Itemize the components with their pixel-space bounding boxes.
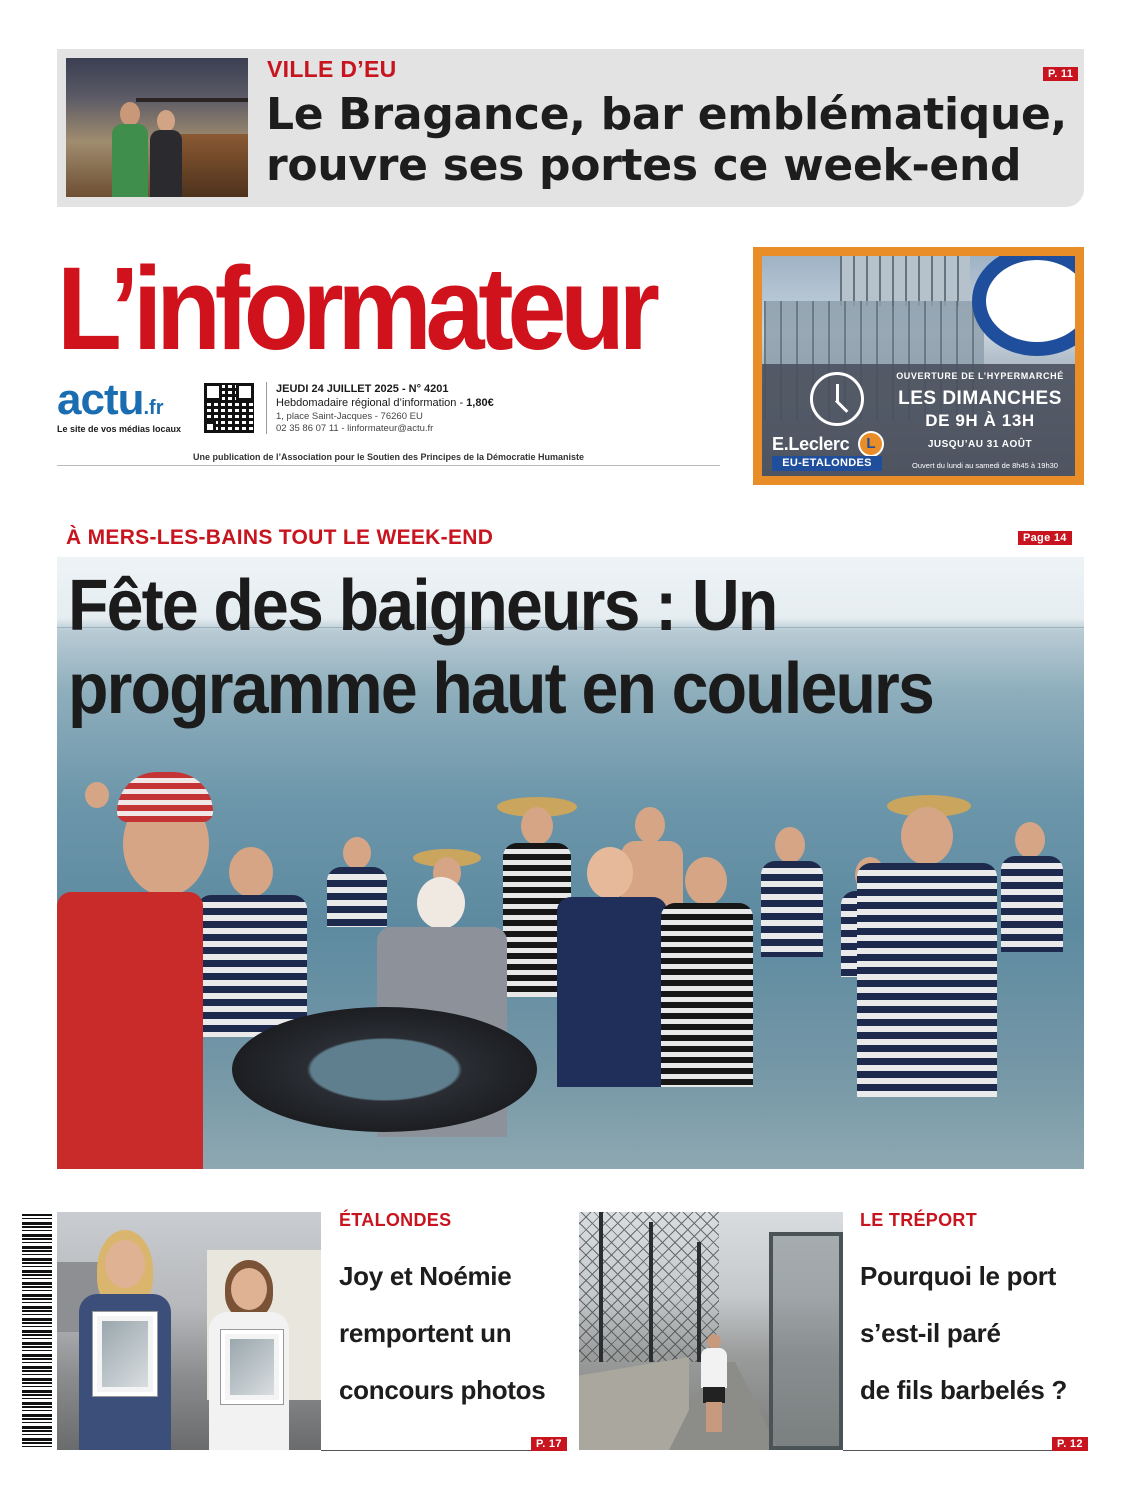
issue-contact: 02 35 86 07 11 - linformateur@actu.fr bbox=[276, 423, 434, 434]
leclerc-ad[interactable] bbox=[753, 247, 1084, 485]
ad-days: LES DIMANCHES bbox=[898, 388, 1062, 409]
masthead-rule bbox=[57, 465, 720, 466]
ad-opening-label: OUVERTURE DE L’HYPERMARCHÉ bbox=[896, 371, 1064, 381]
teaser-headline[interactable]: Le Bragance, bar emblématique, rouvre ses portes ce week-end bbox=[266, 89, 1067, 191]
story1-page-tag: P. 17 bbox=[531, 1437, 567, 1451]
ad-hours: DE 9H À 13H bbox=[925, 411, 1035, 430]
top-teaser[interactable] bbox=[57, 49, 1084, 207]
main-headline[interactable]: Fête des baigneurs : Un programme haut en couleurs bbox=[68, 566, 934, 729]
ad-panel bbox=[762, 364, 1075, 476]
newspaper-logo: L’informateur bbox=[57, 243, 654, 375]
ad-until: JUSQU’AU 31 AOÛT bbox=[927, 439, 1033, 450]
actu-logo: actu.fr bbox=[57, 375, 164, 424]
story1-kicker: ÉTALONDES bbox=[339, 1210, 452, 1230]
teaser-kicker: VILLE D’EU bbox=[267, 56, 397, 82]
story2-rule bbox=[843, 1450, 1084, 1451]
clock-icon bbox=[810, 372, 864, 426]
issue-date: JEUDI 24 JUILLET 2025 - N° 4201 bbox=[276, 383, 449, 395]
teaser-page-tag: P. 11 bbox=[1043, 67, 1078, 81]
issue-address: 1, place Saint-Jacques - 76260 EU bbox=[276, 411, 423, 422]
leclerc-sign-icon bbox=[972, 256, 1075, 356]
divider bbox=[266, 382, 267, 434]
story2-headline[interactable]: Pourquoi le port s’est-il paré de fils barbelés ? bbox=[860, 1261, 1068, 1405]
issue-type: Hebdomadaire régional d’information - 1,80€ bbox=[276, 397, 494, 409]
issue-price: 1,80€ bbox=[466, 397, 494, 409]
publisher-line: Une publication de l’Association pour le Soutien des Principes de la Démocratie Humaniste bbox=[192, 452, 585, 462]
actu-tagline: Le site de vos médias locaux bbox=[57, 424, 182, 434]
main-kicker: À MERS-LES-BAINS TOUT LE WEEK-END bbox=[66, 526, 494, 549]
story2-page-tag: P. 12 bbox=[1052, 1437, 1088, 1451]
story1-headline[interactable]: Joy et Noémie remportent un concours photos bbox=[339, 1261, 546, 1405]
story2-kicker: LE TRÉPORT bbox=[860, 1210, 978, 1230]
story1-rule bbox=[321, 1450, 563, 1451]
swim-ring bbox=[232, 1007, 537, 1132]
leclerc-logo: E.Leclerc L EU-ETALONDES bbox=[772, 434, 890, 474]
main-page-tag: Page 14 bbox=[1018, 531, 1072, 545]
photo-contest-winners-photo bbox=[57, 1212, 321, 1450]
ad-weekday-hours: Ouvert du lundi au samedi de 8h45 à 19h30 bbox=[912, 461, 1058, 470]
port-barbed-wire-photo bbox=[579, 1212, 843, 1450]
bar-owners-photo bbox=[66, 58, 248, 197]
qr-code-icon[interactable] bbox=[204, 383, 254, 433]
barcode bbox=[22, 1214, 52, 1450]
